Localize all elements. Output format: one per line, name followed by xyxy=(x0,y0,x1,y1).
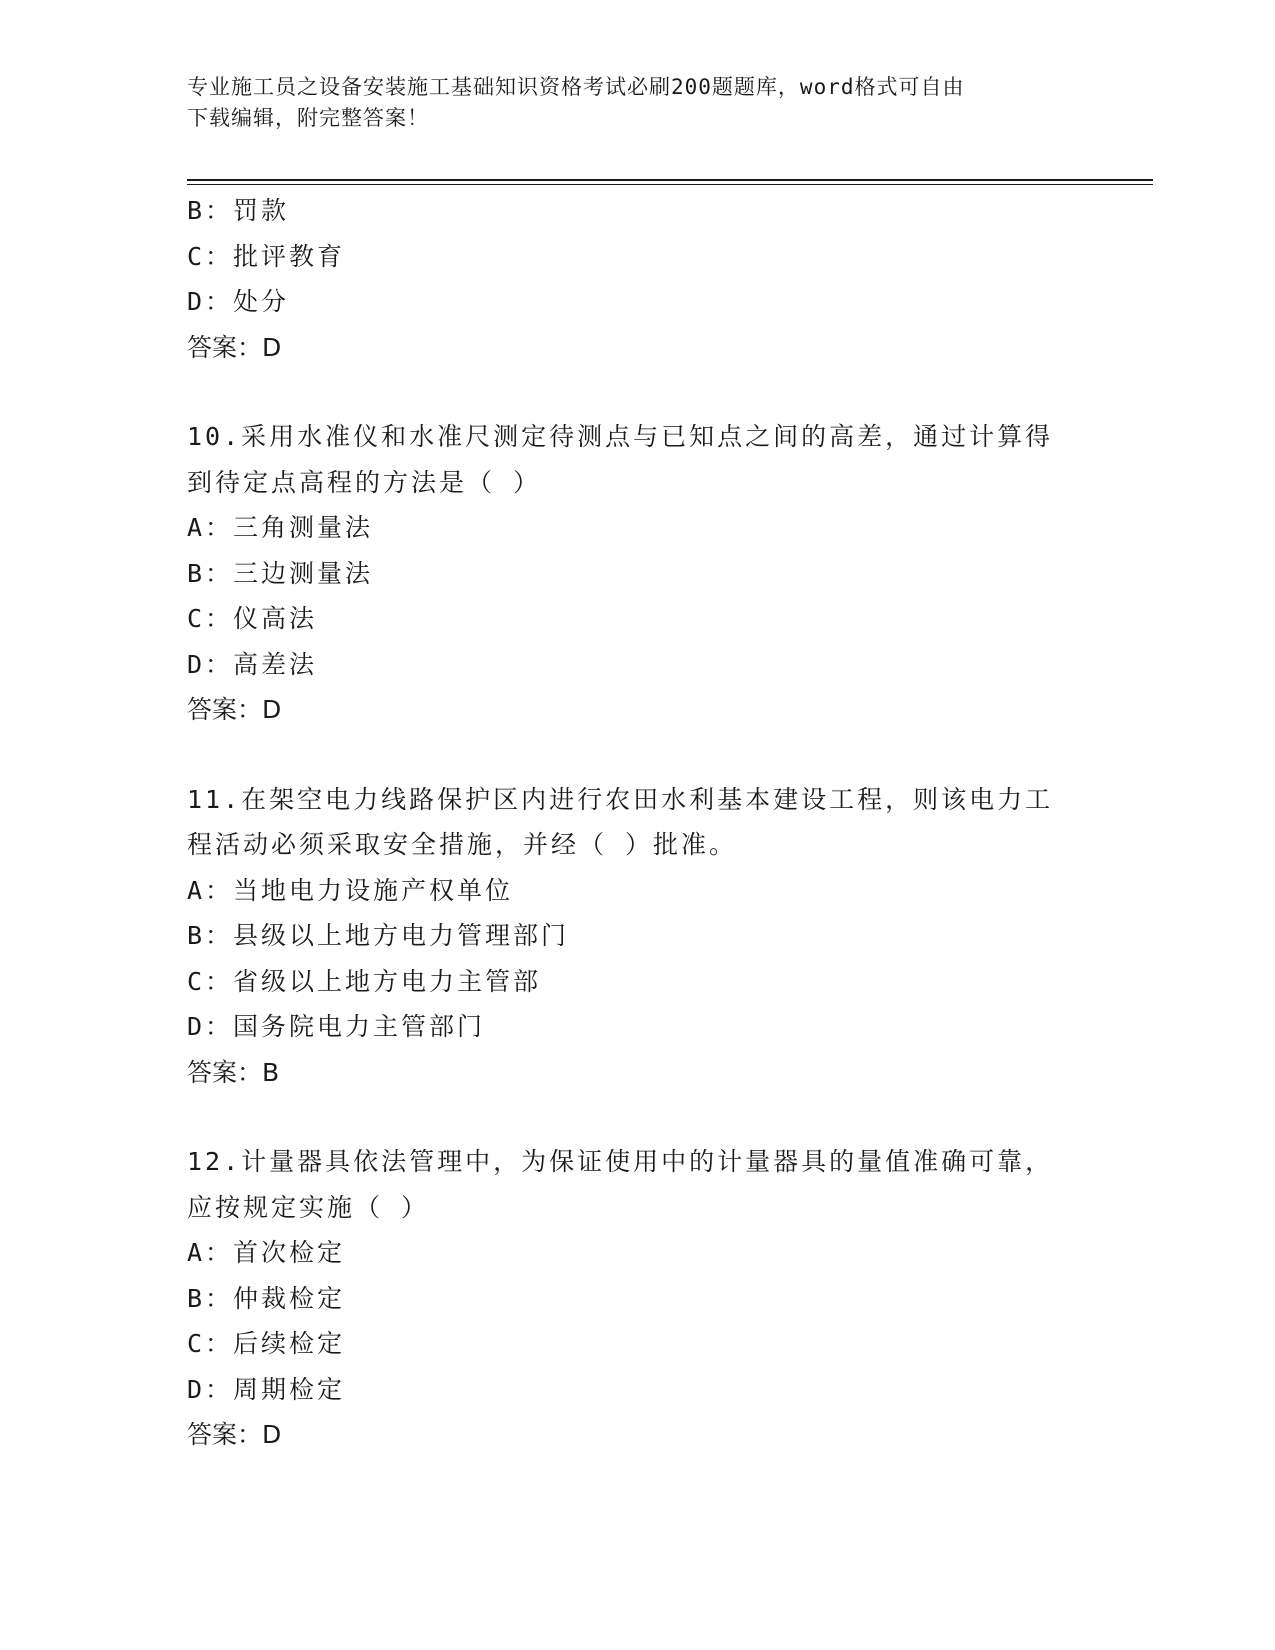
answer-line: 答案：D xyxy=(187,332,282,362)
question-text-line-2: 应按规定实施（ ） xyxy=(187,1192,430,1222)
option-d: D：处分 xyxy=(187,287,290,316)
question-block-10 xyxy=(187,414,1087,733)
option-b: B：三边测量法 xyxy=(187,558,374,588)
header-line-1: 专业施工员之设备安装施工基础知识资格考试必刷200题题库，word格式可自由 xyxy=(187,75,965,99)
answer-line: 答案：B xyxy=(187,1057,280,1087)
option-a: A：当地电力设施产权单位 xyxy=(187,875,514,905)
question-content xyxy=(187,188,1087,1458)
header-divider-thick xyxy=(187,179,1153,181)
document-header xyxy=(187,72,1067,134)
question-text-line-2: 程活动必须采取安全措施，并经（ ）批准。 xyxy=(187,830,738,859)
question-block-9 xyxy=(187,188,1087,370)
question-block-12 xyxy=(187,1139,1087,1458)
question-text-line-2: 到待定点高程的方法是（ ） xyxy=(187,467,542,497)
spacer xyxy=(187,370,1087,414)
question-text-line-1: 11.在架空电力线路保护区内进行农田水利基本建设工程，则该电力工 xyxy=(187,784,1054,814)
answer-line: 答案：D xyxy=(187,695,282,724)
option-d: D：周期检定 xyxy=(187,1374,346,1404)
header-divider-thin xyxy=(187,184,1153,185)
option-a: A：首次检定 xyxy=(187,1238,346,1267)
question-text xyxy=(187,1139,1067,1230)
option-b: B：县级以上地方电力管理部门 xyxy=(187,921,570,950)
option-a: A：三角测量法 xyxy=(187,513,374,542)
question-text xyxy=(187,777,1067,868)
option-b: B：仲裁检定 xyxy=(187,1283,346,1313)
option-c: C：仪高法 xyxy=(187,604,318,633)
option-c: C：批评教育 xyxy=(187,241,346,271)
option-d: D：高差法 xyxy=(187,649,318,679)
question-text xyxy=(187,414,1067,505)
option-c: C：后续检定 xyxy=(187,1329,346,1358)
question-block-11 xyxy=(187,777,1087,1096)
option-d: D：国务院电力主管部门 xyxy=(187,1012,486,1041)
spacer xyxy=(187,733,1087,777)
option-c: C：省级以上地方电力主管部 xyxy=(187,966,542,996)
option-b: B：罚款 xyxy=(187,196,290,225)
spacer xyxy=(187,1095,1087,1139)
header-line-2: 下载编辑，附完整答案！ xyxy=(187,106,429,130)
question-text-line-1: 12.计量器具依法管理中，为保证使用中的计量器具的量值准确可靠， xyxy=(187,1147,1054,1176)
answer-line: 答案：D xyxy=(187,1420,282,1449)
question-text-line-1: 10.采用水准仪和水准尺测定待测点与已知点之间的高差，通过计算得 xyxy=(187,422,1054,451)
